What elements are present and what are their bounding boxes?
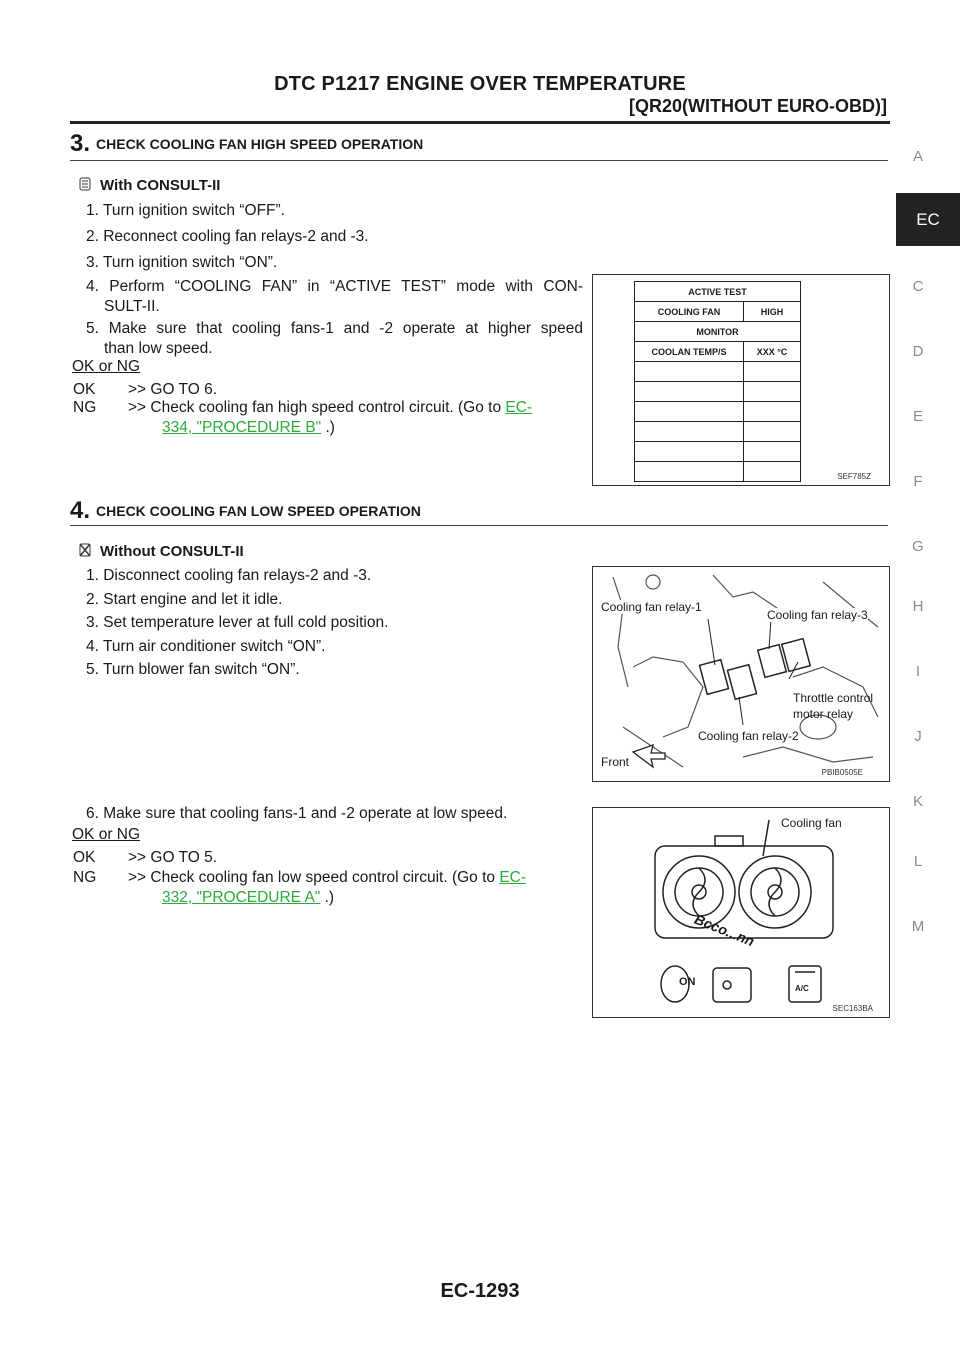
step-3-heading bbox=[70, 130, 423, 158]
step-3-ng-tail: .) bbox=[321, 419, 335, 436]
step-4-ng-cont bbox=[162, 888, 334, 908]
figure-code: SEC163BA bbox=[832, 1004, 873, 1013]
step-3-ok-text: >> GO TO 6. bbox=[128, 381, 218, 398]
side-tab-l[interactable]: L bbox=[913, 853, 923, 870]
step-4-item-6: 6. Make sure that cooling fans-1 and -2 operate at low speed. bbox=[86, 805, 508, 822]
row-coolant-temp-value: XXX °C bbox=[744, 342, 801, 362]
label-relay-2: Cooling fan relay-2 bbox=[698, 729, 799, 743]
step-3-item-4: 4. Perform “COOLING FAN” in “ACTIVE TEST” mode with CON- bbox=[86, 278, 583, 295]
step-3-item-1: 1. Turn ignition switch “OFF”. bbox=[86, 202, 285, 219]
row-cooling-fan-value: HIGH bbox=[744, 302, 801, 322]
step-4-ng-text bbox=[128, 868, 526, 888]
page-title: DTC P1217 ENGINE OVER TEMPERATURE bbox=[274, 73, 686, 95]
side-tab-h[interactable]: H bbox=[912, 598, 924, 615]
step-3-item-5: 5. Make sure that cooling fans-1 and -2 operate at higher speed bbox=[86, 320, 583, 337]
step-3-item-4-cont: SULT-II. bbox=[104, 298, 160, 315]
step-3-rule bbox=[70, 160, 888, 161]
step-4-ng-label: NG bbox=[73, 869, 97, 886]
side-tab-i[interactable]: I bbox=[915, 663, 921, 680]
mode-label: Without CONSULT-II bbox=[100, 543, 244, 560]
step-3-ok-or-ng: OK or NG bbox=[72, 358, 141, 375]
step-4-item-3: 3. Set temperature lever at full cold position. bbox=[86, 614, 389, 631]
side-tab-e[interactable]: E bbox=[912, 408, 923, 425]
header-rule bbox=[70, 121, 890, 124]
step-3-ng-desc: >> Check cooling fan high speed control circuit. (Go to bbox=[128, 399, 502, 416]
step-3-item-3: 3. Turn ignition switch “ON”. bbox=[86, 254, 278, 271]
label-throttle-a: Throttle control bbox=[793, 691, 874, 705]
label-front: Front bbox=[601, 755, 630, 769]
mode-without-consult bbox=[78, 543, 244, 560]
figure-active-test-screen bbox=[592, 274, 890, 486]
figure-code: PBIB0505E bbox=[821, 768, 863, 777]
side-tab-a[interactable]: A bbox=[912, 148, 923, 165]
step-3-ng-link-b[interactable]: 334, "PROCEDURE B" bbox=[162, 419, 322, 436]
step-4-heading bbox=[70, 497, 421, 525]
step-3-ng-link-a[interactable]: EC- bbox=[505, 399, 533, 416]
step-4-ng-desc: >> Check cooling fan low speed control circuit. (Go to bbox=[128, 869, 496, 886]
figure-relay-location bbox=[592, 566, 890, 782]
step-4-item-2: 2. Start engine and let it idle. bbox=[86, 591, 283, 608]
side-tab-d[interactable]: D bbox=[912, 343, 924, 360]
row-cooling-fan: COOLING FAN bbox=[635, 302, 744, 322]
step-4-item-5: 5. Turn blower fan switch “ON”. bbox=[86, 661, 300, 678]
mode-label: With CONSULT-II bbox=[100, 177, 221, 194]
no-consult-icon bbox=[78, 543, 92, 557]
label-fan-sound: Bcco...nn bbox=[692, 910, 757, 950]
page-subtitle: [QR20(WITHOUT EURO-OBD)] bbox=[629, 96, 887, 116]
step-4-ng-tail: .) bbox=[320, 889, 335, 906]
step-4-rule bbox=[70, 525, 888, 526]
row-coolant-temp: COOLAN TEMP/S bbox=[635, 342, 744, 362]
step-3-ng-text bbox=[128, 398, 532, 418]
figure-cooling-fan bbox=[592, 807, 890, 1018]
step-3-title: CHECK COOLING FAN HIGH SPEED OPERATION bbox=[96, 136, 424, 152]
cooling-fan-drawing bbox=[593, 808, 889, 1017]
step-4-item-1: 1. Disconnect cooling fan relays-2 and -3. bbox=[86, 567, 372, 584]
step-3-ng-label: NG bbox=[73, 399, 97, 416]
step-4-ng-link-b[interactable]: 332, "PROCEDURE A" bbox=[162, 889, 321, 906]
step-4-ok-text: >> GO TO 5. bbox=[128, 849, 218, 866]
mode-with-consult bbox=[78, 177, 220, 194]
step-3-item-2: 2. Reconnect cooling fan relays-2 and -3. bbox=[86, 228, 369, 245]
label-ac: A/C bbox=[795, 984, 809, 993]
step-3-ok-label: OK bbox=[73, 381, 96, 398]
page-number: EC-1293 bbox=[440, 1280, 520, 1302]
side-tab-g[interactable]: G bbox=[912, 538, 924, 555]
step-4-number: 4. bbox=[70, 497, 91, 524]
step-4-ng-link-a[interactable]: EC- bbox=[499, 869, 527, 886]
step-3-item-5-cont: than low speed. bbox=[104, 340, 213, 357]
side-tab-k[interactable]: K bbox=[912, 793, 923, 810]
label-cooling-fan: Cooling fan bbox=[781, 816, 842, 830]
label-throttle-b: motor relay bbox=[793, 707, 854, 721]
step-4-title: CHECK COOLING FAN LOW SPEED OPERATION bbox=[96, 503, 421, 519]
active-test-title: ACTIVE TEST bbox=[635, 282, 801, 302]
step-4-ok-or-ng: OK or NG bbox=[72, 826, 141, 843]
label-on: ON bbox=[679, 976, 696, 988]
step-4-ok-label: OK bbox=[73, 849, 96, 866]
side-tab-c[interactable]: C bbox=[912, 278, 924, 295]
step-3-ng-cont bbox=[162, 418, 335, 438]
side-tab-j[interactable]: J bbox=[914, 728, 922, 745]
monitor-title: MONITOR bbox=[635, 322, 801, 342]
consult-icon bbox=[78, 177, 92, 191]
label-relay-3: Cooling fan relay-3 bbox=[767, 608, 868, 622]
step-4-item-4: 4. Turn air conditioner switch “ON”. bbox=[86, 638, 326, 655]
figure-code: SEF785Z bbox=[837, 472, 871, 481]
label-relay-1: Cooling fan relay-1 bbox=[601, 600, 702, 614]
active-test-table bbox=[634, 281, 801, 482]
step-3-number: 3. bbox=[70, 130, 91, 157]
side-tab-f[interactable]: F bbox=[913, 473, 923, 490]
side-tab-ec-active[interactable]: EC bbox=[896, 193, 960, 246]
side-tab-m[interactable]: M bbox=[911, 918, 925, 935]
